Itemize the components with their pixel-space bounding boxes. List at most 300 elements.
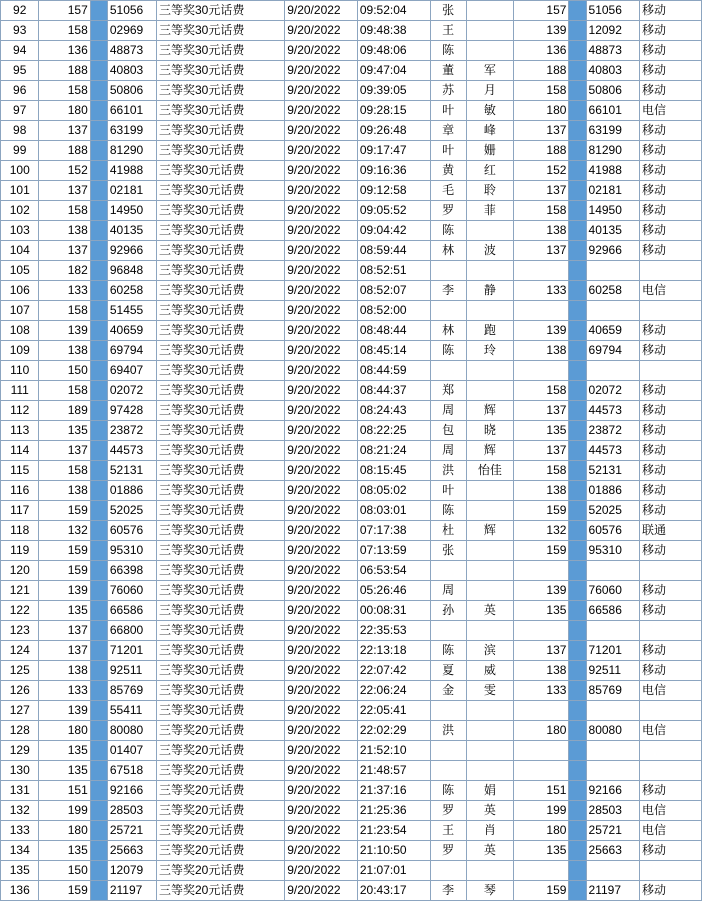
code-left-cell[interactable]: 52025	[107, 501, 156, 521]
code-left-cell[interactable]: 21197	[107, 881, 156, 901]
carrier-cell[interactable]: 移动	[639, 41, 701, 61]
time-cell[interactable]: 05:26:46	[357, 581, 430, 601]
carrier-cell[interactable]: 移动	[639, 541, 701, 561]
quantity-2-cell[interactable]: 139	[513, 321, 569, 341]
quantity-cell[interactable]: 188	[39, 141, 90, 161]
time-cell[interactable]: 20:43:17	[357, 881, 430, 901]
code-left-cell[interactable]: 95310	[107, 541, 156, 561]
quantity-cell[interactable]: 137	[39, 121, 90, 141]
table-row[interactable]	[1, 41, 702, 61]
quantity-cell[interactable]: 136	[39, 41, 90, 61]
row-number-cell[interactable]: 112	[1, 401, 39, 421]
code-right-cell[interactable]: 50806	[586, 81, 639, 101]
time-cell[interactable]: 09:12:58	[357, 181, 430, 201]
quantity-2-cell[interactable]	[513, 861, 569, 881]
surname-cell[interactable]	[430, 761, 466, 781]
date-cell[interactable]: 9/20/2022	[285, 201, 358, 221]
given-name-cell[interactable]	[466, 561, 513, 581]
row-number-cell[interactable]: 115	[1, 461, 39, 481]
time-cell[interactable]: 09:17:47	[357, 141, 430, 161]
prize-cell[interactable]: 三等奖30元话费	[156, 281, 284, 301]
highlight-band-left[interactable]	[90, 461, 107, 481]
highlight-band-right[interactable]	[569, 41, 586, 61]
quantity-cell[interactable]: 159	[39, 501, 90, 521]
highlight-band-left[interactable]	[90, 141, 107, 161]
given-name-cell[interactable]	[466, 381, 513, 401]
prize-cell[interactable]: 三等奖30元话费	[156, 141, 284, 161]
highlight-band-left[interactable]	[90, 801, 107, 821]
row-number-cell[interactable]: 106	[1, 281, 39, 301]
date-cell[interactable]: 9/20/2022	[285, 141, 358, 161]
highlight-band-left[interactable]	[90, 101, 107, 121]
quantity-2-cell[interactable]: 137	[513, 441, 569, 461]
highlight-band-left[interactable]	[90, 841, 107, 861]
row-number-cell[interactable]: 99	[1, 141, 39, 161]
prize-cell[interactable]: 三等奖30元话费	[156, 121, 284, 141]
quantity-cell[interactable]: 180	[39, 821, 90, 841]
code-left-cell[interactable]: 92166	[107, 781, 156, 801]
date-cell[interactable]: 9/20/2022	[285, 581, 358, 601]
given-name-cell[interactable]: 姗	[466, 141, 513, 161]
quantity-2-cell[interactable]: 138	[513, 661, 569, 681]
carrier-cell[interactable]: 移动	[639, 201, 701, 221]
given-name-cell[interactable]	[466, 221, 513, 241]
code-right-cell[interactable]: 51056	[586, 1, 639, 21]
highlight-band-right[interactable]	[569, 761, 586, 781]
highlight-band-right[interactable]	[569, 341, 586, 361]
row-number-cell[interactable]: 95	[1, 61, 39, 81]
quantity-2-cell[interactable]: 152	[513, 161, 569, 181]
code-right-cell[interactable]: 66586	[586, 601, 639, 621]
highlight-band-left[interactable]	[90, 401, 107, 421]
prize-cell[interactable]: 三等奖30元话费	[156, 301, 284, 321]
highlight-band-right[interactable]	[569, 821, 586, 841]
table-row[interactable]	[1, 761, 702, 781]
table-row[interactable]	[1, 441, 702, 461]
surname-cell[interactable]	[430, 301, 466, 321]
surname-cell[interactable]: 包	[430, 421, 466, 441]
code-left-cell[interactable]: 66586	[107, 601, 156, 621]
highlight-band-right[interactable]	[569, 881, 586, 901]
surname-cell[interactable]	[430, 261, 466, 281]
surname-cell[interactable]	[430, 741, 466, 761]
date-cell[interactable]: 9/20/2022	[285, 101, 358, 121]
code-right-cell[interactable]: 92166	[586, 781, 639, 801]
code-left-cell[interactable]: 92511	[107, 661, 156, 681]
highlight-band-left[interactable]	[90, 481, 107, 501]
date-cell[interactable]: 9/20/2022	[285, 21, 358, 41]
date-cell[interactable]: 9/20/2022	[285, 621, 358, 641]
quantity-2-cell[interactable]: 137	[513, 121, 569, 141]
given-name-cell[interactable]: 波	[466, 241, 513, 261]
surname-cell[interactable]: 章	[430, 121, 466, 141]
quantity-cell[interactable]: 139	[39, 581, 90, 601]
surname-cell[interactable]: 罗	[430, 841, 466, 861]
code-right-cell[interactable]: 81290	[586, 141, 639, 161]
prize-cell[interactable]: 三等奖20元话费	[156, 721, 284, 741]
code-left-cell[interactable]: 66101	[107, 101, 156, 121]
code-right-cell[interactable]: 85769	[586, 681, 639, 701]
surname-cell[interactable]	[430, 361, 466, 381]
highlight-band-left[interactable]	[90, 721, 107, 741]
time-cell[interactable]: 21:25:36	[357, 801, 430, 821]
prize-cell[interactable]: 三等奖30元话费	[156, 681, 284, 701]
surname-cell[interactable]: 林	[430, 241, 466, 261]
table-row[interactable]	[1, 541, 702, 561]
surname-cell[interactable]: 毛	[430, 181, 466, 201]
quantity-cell[interactable]: 159	[39, 561, 90, 581]
table-row[interactable]	[1, 781, 702, 801]
row-number-cell[interactable]: 113	[1, 421, 39, 441]
time-cell[interactable]: 08:52:00	[357, 301, 430, 321]
carrier-cell[interactable]: 电信	[639, 821, 701, 841]
code-right-cell[interactable]: 25721	[586, 821, 639, 841]
table-row[interactable]	[1, 261, 702, 281]
carrier-cell[interactable]: 移动	[639, 841, 701, 861]
prize-cell[interactable]: 三等奖30元话费	[156, 381, 284, 401]
prize-cell[interactable]: 三等奖20元话费	[156, 881, 284, 901]
surname-cell[interactable]: 叶	[430, 101, 466, 121]
code-left-cell[interactable]: 51455	[107, 301, 156, 321]
quantity-cell[interactable]: 138	[39, 341, 90, 361]
date-cell[interactable]: 9/20/2022	[285, 41, 358, 61]
date-cell[interactable]: 9/20/2022	[285, 881, 358, 901]
code-left-cell[interactable]: 69794	[107, 341, 156, 361]
row-number-cell[interactable]: 132	[1, 801, 39, 821]
surname-cell[interactable]: 孙	[430, 601, 466, 621]
prize-cell[interactable]: 三等奖30元话费	[156, 321, 284, 341]
date-cell[interactable]: 9/20/2022	[285, 261, 358, 281]
code-right-cell[interactable]	[586, 861, 639, 881]
surname-cell[interactable]: 陈	[430, 41, 466, 61]
row-number-cell[interactable]: 117	[1, 501, 39, 521]
prize-cell[interactable]: 三等奖30元话费	[156, 401, 284, 421]
row-number-cell[interactable]: 96	[1, 81, 39, 101]
code-left-cell[interactable]: 40803	[107, 61, 156, 81]
highlight-band-left[interactable]	[90, 681, 107, 701]
quantity-2-cell[interactable]: 180	[513, 721, 569, 741]
prize-cell[interactable]: 三等奖30元话费	[156, 641, 284, 661]
highlight-band-right[interactable]	[569, 481, 586, 501]
quantity-2-cell[interactable]: 136	[513, 41, 569, 61]
date-cell[interactable]: 9/20/2022	[285, 181, 358, 201]
quantity-2-cell[interactable]	[513, 621, 569, 641]
date-cell[interactable]: 9/20/2022	[285, 641, 358, 661]
code-right-cell[interactable]: 60258	[586, 281, 639, 301]
time-cell[interactable]: 09:05:52	[357, 201, 430, 221]
highlight-band-right[interactable]	[569, 741, 586, 761]
code-left-cell[interactable]: 40135	[107, 221, 156, 241]
table-row[interactable]	[1, 401, 702, 421]
carrier-cell[interactable]: 移动	[639, 481, 701, 501]
code-right-cell[interactable]: 69794	[586, 341, 639, 361]
highlight-band-right[interactable]	[569, 621, 586, 641]
time-cell[interactable]: 08:48:44	[357, 321, 430, 341]
row-number-cell[interactable]: 100	[1, 161, 39, 181]
table-row[interactable]	[1, 461, 702, 481]
surname-cell[interactable]: 黄	[430, 161, 466, 181]
quantity-2-cell[interactable]: 159	[513, 501, 569, 521]
surname-cell[interactable]	[430, 621, 466, 641]
code-right-cell[interactable]	[586, 741, 639, 761]
table-row[interactable]	[1, 601, 702, 621]
time-cell[interactable]: 22:13:18	[357, 641, 430, 661]
row-number-cell[interactable]: 94	[1, 41, 39, 61]
highlight-band-left[interactable]	[90, 641, 107, 661]
prize-cell[interactable]: 三等奖30元话费	[156, 461, 284, 481]
highlight-band-right[interactable]	[569, 461, 586, 481]
code-left-cell[interactable]: 66800	[107, 621, 156, 641]
highlight-band-right[interactable]	[569, 641, 586, 661]
carrier-cell[interactable]: 移动	[639, 421, 701, 441]
date-cell[interactable]: 9/20/2022	[285, 301, 358, 321]
quantity-cell[interactable]: 135	[39, 741, 90, 761]
surname-cell[interactable]: 杜	[430, 521, 466, 541]
table-row[interactable]	[1, 301, 702, 321]
given-name-cell[interactable]	[466, 541, 513, 561]
code-right-cell[interactable]: 76060	[586, 581, 639, 601]
quantity-2-cell[interactable]: 139	[513, 581, 569, 601]
quantity-2-cell[interactable]: 137	[513, 181, 569, 201]
highlight-band-right[interactable]	[569, 381, 586, 401]
time-cell[interactable]: 08:22:25	[357, 421, 430, 441]
surname-cell[interactable]	[430, 861, 466, 881]
code-left-cell[interactable]: 12079	[107, 861, 156, 881]
highlight-band-right[interactable]	[569, 181, 586, 201]
quantity-cell[interactable]: 199	[39, 801, 90, 821]
carrier-cell[interactable]: 移动	[639, 181, 701, 201]
highlight-band-left[interactable]	[90, 281, 107, 301]
row-number-cell[interactable]: 107	[1, 301, 39, 321]
date-cell[interactable]: 9/20/2022	[285, 461, 358, 481]
given-name-cell[interactable]	[466, 481, 513, 501]
highlight-band-left[interactable]	[90, 41, 107, 61]
highlight-band-left[interactable]	[90, 241, 107, 261]
carrier-cell[interactable]: 移动	[639, 461, 701, 481]
code-left-cell[interactable]: 51056	[107, 1, 156, 21]
given-name-cell[interactable]: 娟	[466, 781, 513, 801]
prize-cell[interactable]: 三等奖30元话费	[156, 541, 284, 561]
highlight-band-right[interactable]	[569, 121, 586, 141]
date-cell[interactable]: 9/20/2022	[285, 321, 358, 341]
prize-cell[interactable]: 三等奖30元话费	[156, 481, 284, 501]
time-cell[interactable]: 08:15:45	[357, 461, 430, 481]
surname-cell[interactable]: 叶	[430, 481, 466, 501]
prize-cell[interactable]: 三等奖30元话费	[156, 201, 284, 221]
code-left-cell[interactable]: 44573	[107, 441, 156, 461]
given-name-cell[interactable]: 怡佳	[466, 461, 513, 481]
time-cell[interactable]: 08:44:59	[357, 361, 430, 381]
quantity-cell[interactable]: 158	[39, 301, 90, 321]
date-cell[interactable]: 9/20/2022	[285, 281, 358, 301]
row-number-cell[interactable]: 130	[1, 761, 39, 781]
quantity-cell[interactable]: 138	[39, 661, 90, 681]
given-name-cell[interactable]: 辉	[466, 441, 513, 461]
prize-cell[interactable]: 三等奖20元话费	[156, 781, 284, 801]
time-cell[interactable]: 09:48:38	[357, 21, 430, 41]
highlight-band-right[interactable]	[569, 541, 586, 561]
row-number-cell[interactable]: 125	[1, 661, 39, 681]
highlight-band-right[interactable]	[569, 441, 586, 461]
row-number-cell[interactable]: 129	[1, 741, 39, 761]
date-cell[interactable]: 9/20/2022	[285, 221, 358, 241]
given-name-cell[interactable]: 肖	[466, 821, 513, 841]
given-name-cell[interactable]	[466, 301, 513, 321]
highlight-band-right[interactable]	[569, 261, 586, 281]
highlight-band-left[interactable]	[90, 701, 107, 721]
surname-cell[interactable]	[430, 561, 466, 581]
quantity-cell[interactable]: 152	[39, 161, 90, 181]
quantity-cell[interactable]: 188	[39, 61, 90, 81]
quantity-cell[interactable]: 137	[39, 181, 90, 201]
time-cell[interactable]: 08:52:51	[357, 261, 430, 281]
given-name-cell[interactable]	[466, 21, 513, 41]
highlight-band-right[interactable]	[569, 521, 586, 541]
quantity-cell[interactable]: 150	[39, 361, 90, 381]
highlight-band-left[interactable]	[90, 301, 107, 321]
highlight-band-right[interactable]	[569, 581, 586, 601]
highlight-band-left[interactable]	[90, 541, 107, 561]
row-number-cell[interactable]: 136	[1, 881, 39, 901]
quantity-cell[interactable]: 139	[39, 701, 90, 721]
surname-cell[interactable]: 苏	[430, 81, 466, 101]
prize-cell[interactable]: 三等奖30元话费	[156, 41, 284, 61]
time-cell[interactable]: 21:23:54	[357, 821, 430, 841]
row-number-cell[interactable]: 128	[1, 721, 39, 741]
date-cell[interactable]: 9/20/2022	[285, 341, 358, 361]
code-right-cell[interactable]: 25663	[586, 841, 639, 861]
carrier-cell[interactable]: 移动	[639, 401, 701, 421]
code-right-cell[interactable]	[586, 561, 639, 581]
table-row[interactable]	[1, 581, 702, 601]
surname-cell[interactable]: 洪	[430, 461, 466, 481]
quantity-cell[interactable]: 139	[39, 321, 90, 341]
code-left-cell[interactable]: 41988	[107, 161, 156, 181]
quantity-2-cell[interactable]: 159	[513, 541, 569, 561]
quantity-2-cell[interactable]: 158	[513, 81, 569, 101]
table-row[interactable]	[1, 421, 702, 441]
row-number-cell[interactable]: 105	[1, 261, 39, 281]
time-cell[interactable]: 09:52:04	[357, 1, 430, 21]
carrier-cell[interactable]: 联通	[639, 521, 701, 541]
code-left-cell[interactable]: 71201	[107, 641, 156, 661]
code-right-cell[interactable]: 40135	[586, 221, 639, 241]
carrier-cell[interactable]: 移动	[639, 661, 701, 681]
code-right-cell[interactable]: 14950	[586, 201, 639, 221]
quantity-2-cell[interactable]: 151	[513, 781, 569, 801]
surname-cell[interactable]: 夏	[430, 661, 466, 681]
surname-cell[interactable]: 李	[430, 281, 466, 301]
given-name-cell[interactable]: 滨	[466, 641, 513, 661]
quantity-2-cell[interactable]: 135	[513, 601, 569, 621]
code-left-cell[interactable]: 69407	[107, 361, 156, 381]
table-row[interactable]	[1, 641, 702, 661]
highlight-band-left[interactable]	[90, 321, 107, 341]
time-cell[interactable]: 08:24:43	[357, 401, 430, 421]
surname-cell[interactable]: 陈	[430, 341, 466, 361]
code-left-cell[interactable]: 81290	[107, 141, 156, 161]
given-name-cell[interactable]: 红	[466, 161, 513, 181]
given-name-cell[interactable]: 辉	[466, 521, 513, 541]
highlight-band-right[interactable]	[569, 161, 586, 181]
time-cell[interactable]: 07:13:59	[357, 541, 430, 561]
quantity-2-cell[interactable]: 133	[513, 681, 569, 701]
code-left-cell[interactable]: 02969	[107, 21, 156, 41]
code-left-cell[interactable]: 76060	[107, 581, 156, 601]
table-row[interactable]	[1, 521, 702, 541]
quantity-2-cell[interactable]: 139	[513, 21, 569, 41]
highlight-band-left[interactable]	[90, 821, 107, 841]
date-cell[interactable]: 9/20/2022	[285, 561, 358, 581]
highlight-band-left[interactable]	[90, 361, 107, 381]
highlight-band-left[interactable]	[90, 1, 107, 21]
prize-cell[interactable]: 三等奖30元话费	[156, 701, 284, 721]
carrier-cell[interactable]: 移动	[639, 141, 701, 161]
carrier-cell[interactable]	[639, 301, 701, 321]
time-cell[interactable]: 22:07:42	[357, 661, 430, 681]
row-number-cell[interactable]: 122	[1, 601, 39, 621]
code-right-cell[interactable]: 48873	[586, 41, 639, 61]
code-right-cell[interactable]	[586, 621, 639, 641]
highlight-band-right[interactable]	[569, 301, 586, 321]
code-right-cell[interactable]: 80080	[586, 721, 639, 741]
prize-cell[interactable]: 三等奖30元话费	[156, 61, 284, 81]
highlight-band-left[interactable]	[90, 661, 107, 681]
quantity-cell[interactable]: 135	[39, 841, 90, 861]
surname-cell[interactable]: 金	[430, 681, 466, 701]
prize-cell[interactable]: 三等奖20元话费	[156, 741, 284, 761]
time-cell[interactable]: 08:21:24	[357, 441, 430, 461]
surname-cell[interactable]: 周	[430, 441, 466, 461]
date-cell[interactable]: 9/20/2022	[285, 501, 358, 521]
prize-cell[interactable]: 三等奖30元话费	[156, 161, 284, 181]
code-left-cell[interactable]: 60258	[107, 281, 156, 301]
table-row[interactable]	[1, 81, 702, 101]
highlight-band-right[interactable]	[569, 321, 586, 341]
highlight-band-right[interactable]	[569, 681, 586, 701]
highlight-band-right[interactable]	[569, 421, 586, 441]
given-name-cell[interactable]: 峰	[466, 121, 513, 141]
date-cell[interactable]: 9/20/2022	[285, 61, 358, 81]
highlight-band-left[interactable]	[90, 781, 107, 801]
given-name-cell[interactable]	[466, 361, 513, 381]
time-cell[interactable]: 09:16:36	[357, 161, 430, 181]
row-number-cell[interactable]: 114	[1, 441, 39, 461]
given-name-cell[interactable]	[466, 861, 513, 881]
highlight-band-left[interactable]	[90, 761, 107, 781]
row-number-cell[interactable]: 133	[1, 821, 39, 841]
given-name-cell[interactable]: 英	[466, 841, 513, 861]
given-name-cell[interactable]	[466, 501, 513, 521]
quantity-cell[interactable]: 137	[39, 441, 90, 461]
prize-cell[interactable]: 三等奖30元话费	[156, 421, 284, 441]
given-name-cell[interactable]: 跑	[466, 321, 513, 341]
prize-cell[interactable]: 三等奖30元话费	[156, 1, 284, 21]
time-cell[interactable]: 08:59:44	[357, 241, 430, 261]
quantity-2-cell[interactable]	[513, 741, 569, 761]
time-cell[interactable]: 21:37:16	[357, 781, 430, 801]
prize-cell[interactable]: 三等奖30元话费	[156, 581, 284, 601]
highlight-band-right[interactable]	[569, 101, 586, 121]
code-right-cell[interactable]: 23872	[586, 421, 639, 441]
highlight-band-left[interactable]	[90, 381, 107, 401]
carrier-cell[interactable]	[639, 621, 701, 641]
date-cell[interactable]: 9/20/2022	[285, 421, 358, 441]
row-number-cell[interactable]: 102	[1, 201, 39, 221]
code-right-cell[interactable]: 66101	[586, 101, 639, 121]
highlight-band-left[interactable]	[90, 441, 107, 461]
table-row[interactable]	[1, 381, 702, 401]
